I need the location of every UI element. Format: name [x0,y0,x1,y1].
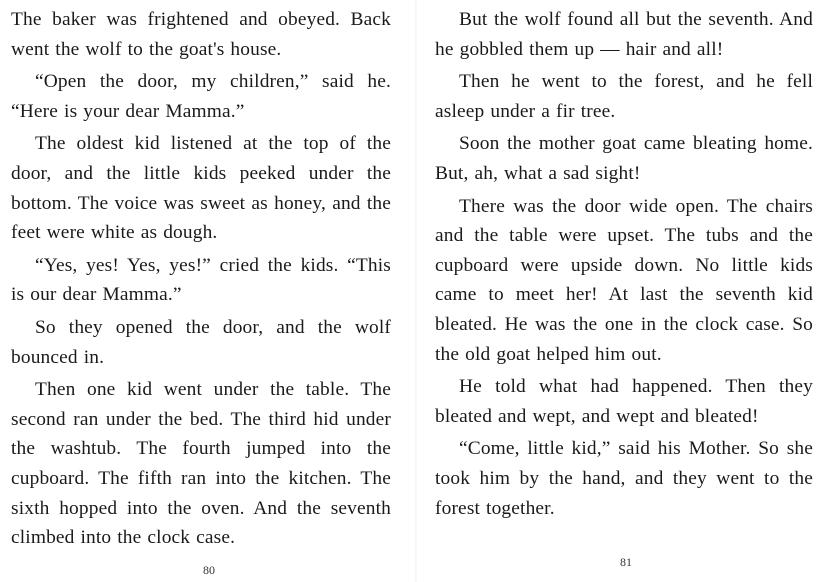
paragraph: The oldest kid listened at the top of the door, and the little kids peeked under the bottom. The voice was sweet as honey, and the feet were white as dough. [11,133,391,244]
paragraph: Then one kid went under the table. The second ran under the bed. The third hid under the washtub. The fourth jumped into the cupboard. The fifth ran into the kitchen. The sixth hopped into the oven. And the seventh climbed into the clock case. [11,379,391,549]
page-number: 80 [203,563,215,577]
left-page-body [11,5,391,556]
paragraph: Then he went to the forest, and he fell asleep under a fir tree. [435,71,813,122]
right-page [417,0,831,582]
paragraph: The baker was frightened and obeyed. Back went the wolf to the goat's house. [11,9,391,60]
paragraph: Soon the mother goat came bleating home. But, ah, what a sad sight! [435,133,813,184]
paragraph: “Open the door, my children,” said he. “Here is your dear Mamma.” [11,71,391,122]
paragraph: He told what had happened. Then they bleated and wept, and wept and bleated! [435,376,813,427]
paragraph: “Yes, yes! Yes, yes!” cried the kids. “This is our dear Mamma.” [11,254,391,306]
page-number: 81 [620,555,632,569]
left-page [0,0,415,582]
paragraph: So they opened the door, and the wolf bounced in. [11,316,391,368]
paragraph: But the wolf found all but the seventh. And he gobbled them up — hair and all! [435,9,813,60]
paragraph: “Come, little kid,” said his Mother. So she took him by the hand, and they went to the forest together. [435,438,813,519]
paragraph: There was the door wide open. The chairs and the table were upset. The tubs and the cupboard were upside down. No little kids came to meet her! At last the seventh kid bleated. He was the one in the clock case. So the old goat helped him out. [435,195,813,365]
right-page-body [435,5,813,526]
